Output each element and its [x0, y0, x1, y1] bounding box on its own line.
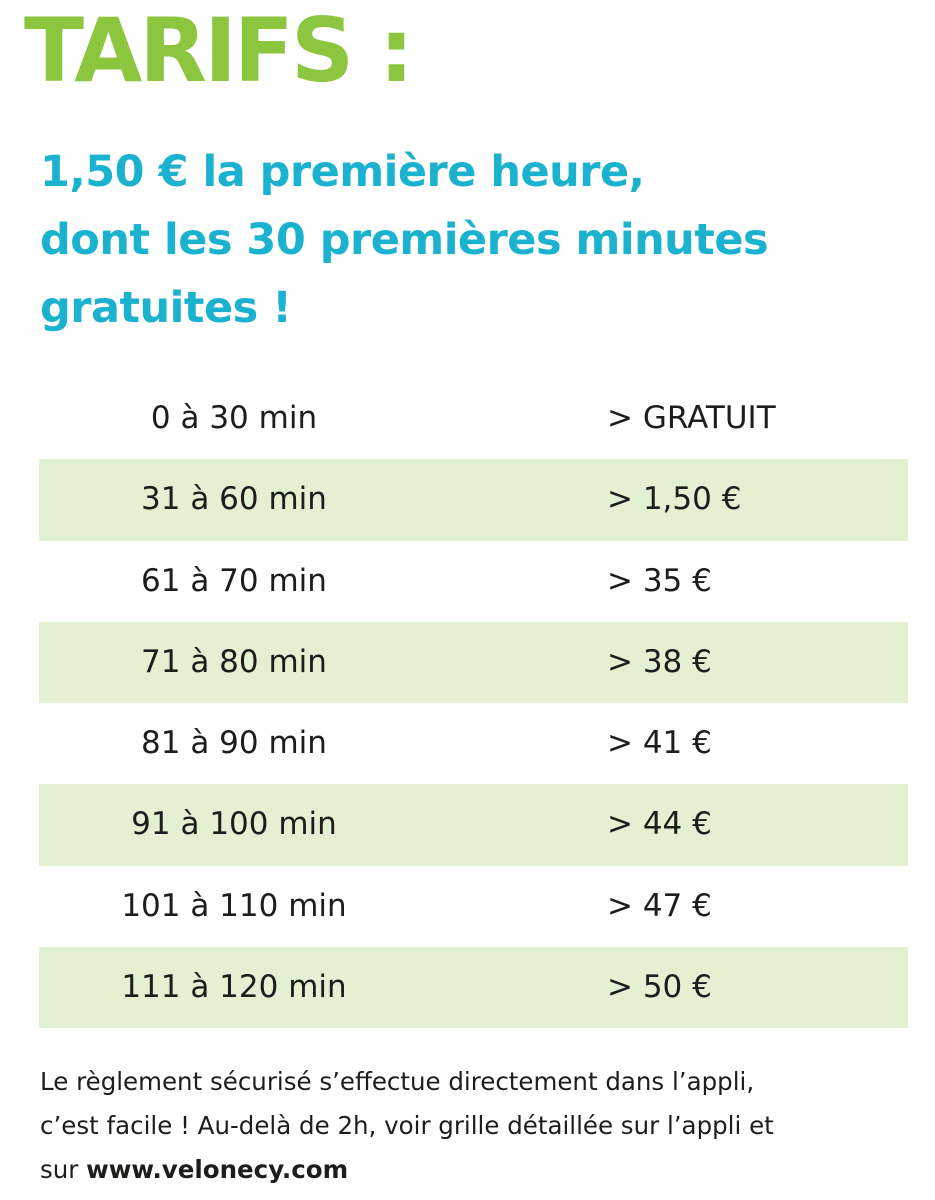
- rate-price: > 50 €: [607, 969, 712, 1006]
- pricing-headline-line-1: 1,50 € la première heure,: [40, 147, 645, 197]
- website-link[interactable]: www.velonecy.com: [86, 1155, 349, 1184]
- rate-row: [39, 866, 908, 947]
- rates-table: [39, 378, 908, 1028]
- page-title: TARIFS :: [24, 0, 412, 102]
- footnote-line-3: [40, 1148, 920, 1192]
- rate-duration: 101 à 110 min: [121, 887, 347, 924]
- rate-duration: 71 à 80 min: [141, 643, 327, 680]
- rate-row: [39, 541, 908, 622]
- rate-price: > 38 €: [607, 643, 712, 680]
- footnote-line-2: c’est facile ! Au-delà de 2h, voir grille détaillée sur l’appli et: [40, 1111, 774, 1140]
- rate-price: > GRATUIT: [607, 400, 776, 436]
- rate-row: [39, 378, 908, 459]
- payment-footnote: [40, 1060, 920, 1192]
- pricing-headline-line-2: dont les 30 premières minutes: [40, 215, 769, 265]
- rate-duration: 0 à 30 min: [150, 400, 318, 436]
- rate-row: [39, 784, 908, 865]
- pricing-headline: [40, 138, 920, 342]
- footnote-prefix: sur: [40, 1155, 87, 1184]
- rate-price: > 44 €: [607, 806, 712, 843]
- rate-price: > 35 €: [607, 562, 712, 599]
- rate-duration: 81 à 90 min: [141, 725, 327, 762]
- footnote-line-1: Le règlement sécurisé s’effectue directement dans l’appli,: [40, 1067, 755, 1096]
- rate-row: [39, 622, 908, 703]
- rate-price: > 1,50 €: [607, 481, 742, 518]
- rate-duration: 91 à 100 min: [131, 806, 337, 843]
- rate-price: > 41 €: [607, 725, 712, 762]
- rate-row: [39, 947, 908, 1028]
- rate-row: [39, 703, 908, 784]
- rate-duration: 61 à 70 min: [141, 562, 327, 599]
- rate-duration: 31 à 60 min: [141, 481, 327, 518]
- rate-price: > 47 €: [607, 887, 712, 924]
- rate-row: [39, 459, 908, 540]
- pricing-headline-line-3: gratuites !: [40, 283, 292, 333]
- rate-duration: 111 à 120 min: [121, 969, 347, 1006]
